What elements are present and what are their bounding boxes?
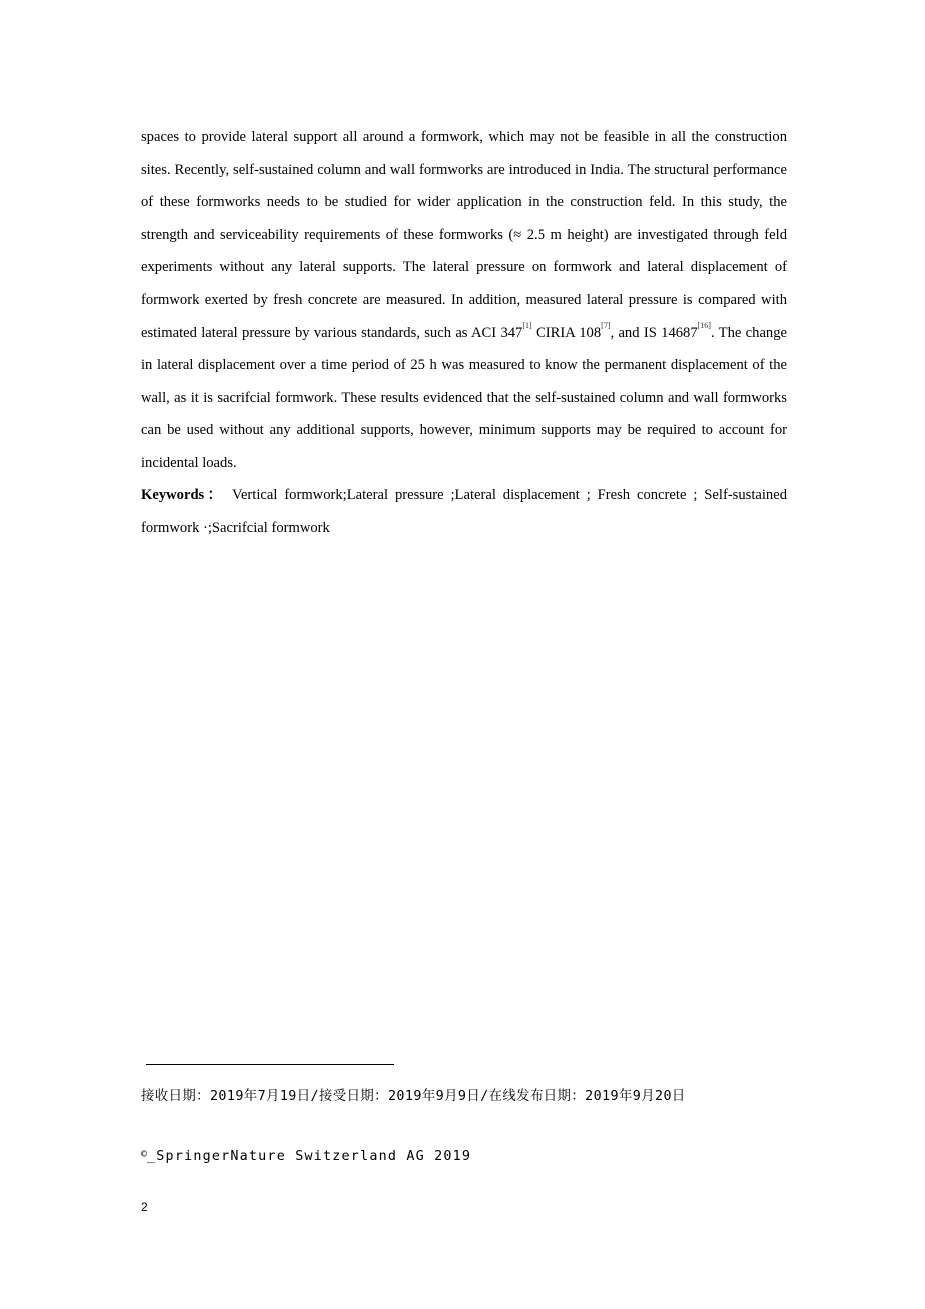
- copyright-symbol: ©: [141, 1149, 148, 1160]
- copyright-text: _SpringerNature Switzerland AG 2019: [147, 1149, 472, 1164]
- citation-ref-1: [1]: [522, 320, 532, 330]
- abstract-text-part1: spaces to provide lateral support all around a formwork, which may not be feasible in all the construction sites. Recently, self-sustained column and wall formworks are introduced in India. The structural performance of these formworks needs to be studied for wider application in the construction feld. In this study, the strength and serviceability requirements of these formworks (≈ 2.5 m height) are investigated through feld experiments without any lateral supports. The lateral pressure on formwork and lateral displacement of formwork exerted by fresh concrete are measured. In addition, measured lateral pressure is compared with estimated lateral pressure by various standards, such as ACI 347: [141, 129, 787, 341]
- keywords-label: Keywords：: [141, 487, 226, 503]
- citation-ref-7: [7]: [601, 320, 611, 330]
- abstract-continuation: [141, 121, 787, 480]
- copyright-line: [141, 1144, 471, 1168]
- keywords-text: Vertical formwork;Lateral pressure ;Lateral displacement ; Fresh concrete ; Self-sustained formwork ·;Sacrifcial formwork: [141, 487, 787, 536]
- footnote-divider: [146, 1064, 394, 1065]
- abstract-text-part2: CIRIA 108: [531, 324, 602, 341]
- footnote-dates: 接收日期：2019年7月19日/接受日期：2019年9月9日/在线发布日期：2019年9月20日: [141, 1089, 686, 1104]
- keywords-line: [141, 479, 787, 545]
- abstract-paragraph: [141, 121, 787, 480]
- abstract-text-part4: . The change in lateral displacement over a time period of 25 h was measured to know the permanent displacement of the wall, as it is sacrifcial formwork. These results evidenced that the self-sustained column and wall formworks can be used without any additional supports, however, minimum supports may be required to account for incidental loads.: [141, 324, 788, 471]
- citation-ref-16: [16]: [697, 320, 711, 330]
- page-number: 2: [141, 1200, 148, 1214]
- abstract-text-part3: , and IS 14687: [610, 324, 698, 341]
